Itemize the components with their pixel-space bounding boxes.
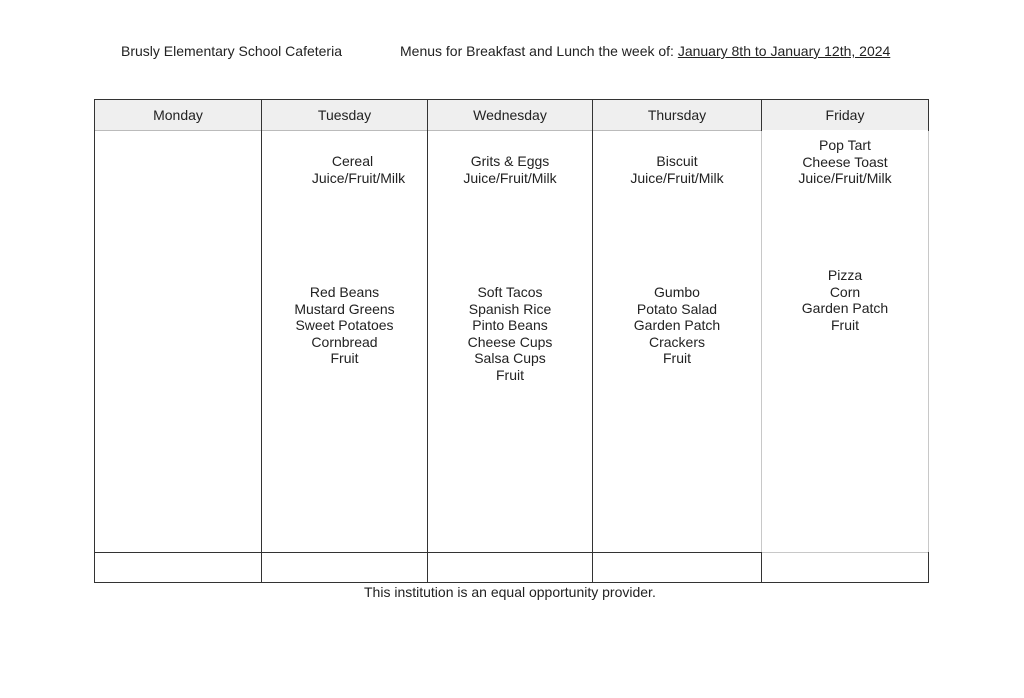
day-header-friday: Friday bbox=[762, 100, 928, 130]
menu-item: Fruit bbox=[831, 316, 859, 333]
menu-item: Pinto Beans bbox=[472, 317, 548, 333]
menu-item: Cornbread bbox=[311, 333, 378, 350]
menu-item: Mustard Greens bbox=[294, 300, 395, 317]
menu-item: Fruit bbox=[330, 350, 359, 366]
col-rule-4-bottom bbox=[761, 552, 762, 583]
table-right-rule-body bbox=[928, 131, 929, 552]
lunch-tuesday bbox=[262, 284, 427, 367]
body-bottom-rule bbox=[94, 552, 762, 553]
menu-item: Juice/Fruit/Milk bbox=[463, 169, 557, 186]
table-bottom-rule bbox=[94, 582, 929, 583]
menu-item: Corn bbox=[829, 283, 861, 300]
menu-table bbox=[94, 99, 929, 583]
menu-item: Juice/Fruit/Milk bbox=[311, 169, 406, 186]
week-prefix: Menus for Breakfast and Lunch the week of: bbox=[400, 43, 678, 59]
menu-item: Garden Patch bbox=[633, 317, 721, 333]
menu-item: Pop Tart bbox=[819, 137, 871, 153]
week-dates: January 8th to January 12th, 2024 bbox=[677, 43, 891, 59]
lunch-thursday bbox=[593, 284, 761, 367]
day-header-tuesday: Tuesday bbox=[262, 100, 427, 130]
breakfast-thursday bbox=[593, 153, 761, 186]
breakfast-tuesday bbox=[262, 153, 427, 186]
menu-item: Juice/Fruit/Milk bbox=[798, 170, 892, 186]
menu-item: Potato Salad bbox=[636, 300, 718, 317]
menu-item: Fruit bbox=[663, 350, 691, 366]
day-header-monday: Monday bbox=[95, 100, 261, 130]
col-rule-4-top bbox=[761, 99, 762, 131]
school-name: Brusly Elementary School Cafeteria bbox=[121, 43, 342, 59]
menu-item: Crackers bbox=[648, 333, 705, 350]
equal-opportunity-statement: This institution is an equal opportunity provider. bbox=[364, 584, 656, 600]
table-right-rule-bottom bbox=[928, 552, 929, 583]
menu-item: Pizza bbox=[827, 267, 863, 283]
menu-item: Biscuit bbox=[656, 153, 698, 169]
menu-item: Cereal bbox=[331, 153, 374, 169]
menu-item: Grits & Eggs bbox=[470, 153, 550, 169]
menu-item: Fruit bbox=[496, 366, 524, 383]
menu-item: Cheese Cups bbox=[467, 333, 553, 350]
table-left-rule bbox=[94, 99, 95, 583]
header-bottom-rule bbox=[94, 130, 762, 131]
breakfast-wednesday bbox=[428, 153, 592, 186]
menu-item: Sweet Potatoes bbox=[295, 317, 394, 333]
breakfast-friday bbox=[762, 137, 928, 187]
menu-item: Cheese Toast bbox=[802, 153, 888, 170]
day-header-wednesday: Wednesday bbox=[428, 100, 592, 130]
table-top-rule bbox=[94, 99, 929, 100]
menu-item: Red Beans bbox=[309, 284, 380, 300]
table-right-rule-top bbox=[928, 99, 929, 131]
lunch-friday bbox=[762, 267, 928, 333]
day-header-thursday: Thursday bbox=[593, 100, 761, 130]
menu-item: Spanish Rice bbox=[468, 300, 552, 317]
week-line bbox=[400, 43, 890, 59]
menu-item: Juice/Fruit/Milk bbox=[630, 169, 724, 186]
lunch-wednesday bbox=[428, 284, 592, 383]
col-rule-4-body bbox=[761, 131, 762, 552]
body-bottom-rule-friday bbox=[762, 552, 929, 553]
menu-item: Soft Tacos bbox=[477, 284, 543, 300]
menu-item: Salsa Cups bbox=[474, 350, 546, 366]
menu-item: Garden Patch bbox=[801, 300, 889, 316]
menu-item: Gumbo bbox=[654, 284, 700, 300]
